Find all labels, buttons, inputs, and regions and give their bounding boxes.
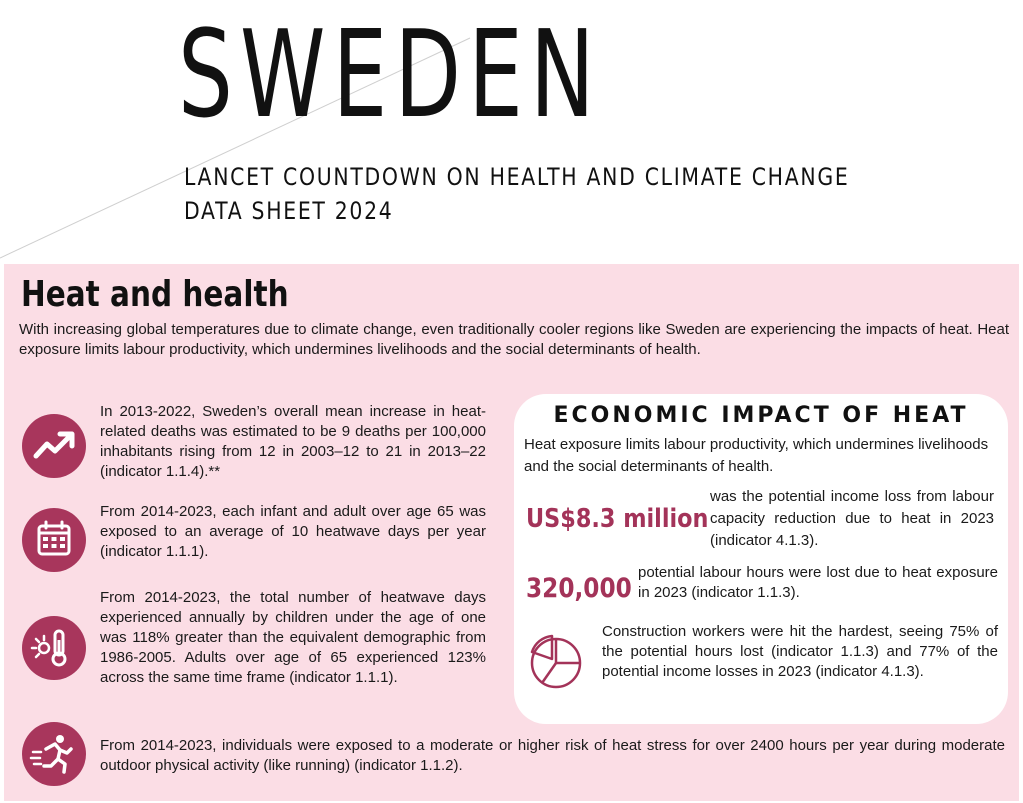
heat-and-health-panel xyxy=(4,264,1019,801)
section-intro: With increasing global temperatures due to climate change, even traditionally cooler regions like Sweden are experiencing the impacts of heat. Heat exposure limits labour productivity, which undermines livelihoods and the social determinants of health. xyxy=(19,321,1009,358)
calendar-icon xyxy=(22,508,86,572)
running-person-icon xyxy=(22,722,86,786)
trending-up-icon xyxy=(22,414,86,478)
thermometer-sun-icon xyxy=(22,616,86,680)
economic-impact-card xyxy=(514,394,1008,724)
income-loss-text: was the potential income loss from labour capacity reduction due to heat in 2023 (indicator 4.1.3). xyxy=(710,488,994,549)
section-title: Heat and health xyxy=(21,274,289,315)
pie-chart-icon xyxy=(526,631,586,691)
subtitle-line-1: LANCET COUNTDOWN ON HEALTH AND CLIMATE CHANGE xyxy=(184,163,850,191)
page-subtitle xyxy=(184,160,849,228)
page-title: SWEDEN xyxy=(178,6,602,145)
income-loss-value: US$8.3 million xyxy=(526,504,709,534)
indicator-heat-deaths: In 2013-2022, Sweden’s overall mean increase in heat-related deaths was estimated to be 9 deaths per 100,000 inhabitants rising from 12 in 2003–12 to 21 in 2013–22 (indicator 1.1.4).** xyxy=(100,403,486,480)
construction-workers-text: Construction workers were hit the hardest, seeing 75% of the potential hours lost (indicator 1.1.3) and 77% of the potential income losses in 2023 (indicator 4.1.3). xyxy=(602,623,998,680)
economic-impact-description: Heat exposure limits labour productivity, which undermines livelihoods and the social determinants of health. xyxy=(524,436,989,475)
subtitle-line-2: DATA SHEET 2024 xyxy=(184,197,394,225)
hours-lost-value: 320,000 xyxy=(526,573,632,604)
indicator-vulnerable-groups: From 2014-2023, the total number of heatwave days experienced annually by children under the age of one was 118% greater than the equivalent demographic from 1986-2005. Adults over age of 65 experienced 123% across the same time frame (indicator 1.1.1). xyxy=(100,589,486,686)
indicator-heatwave-days: From 2014-2023, each infant and adult over age 65 was exposed to an average of 10 heatwave days per year (indicator 1.1.1). xyxy=(100,503,486,560)
economic-impact-title: ECONOMIC IMPACT OF HEAT xyxy=(553,403,969,428)
indicator-heat-stress-hours: From 2014-2023, individuals were exposed to a moderate or higher risk of heat stress for over 2400 hours per year during moderate outdoor physical activity (like running) (indicator 1.1.2). xyxy=(100,737,1005,774)
hours-lost-text: potential labour hours were lost due to heat exposure in 2023 (indicator 1.1.3). xyxy=(638,564,998,601)
